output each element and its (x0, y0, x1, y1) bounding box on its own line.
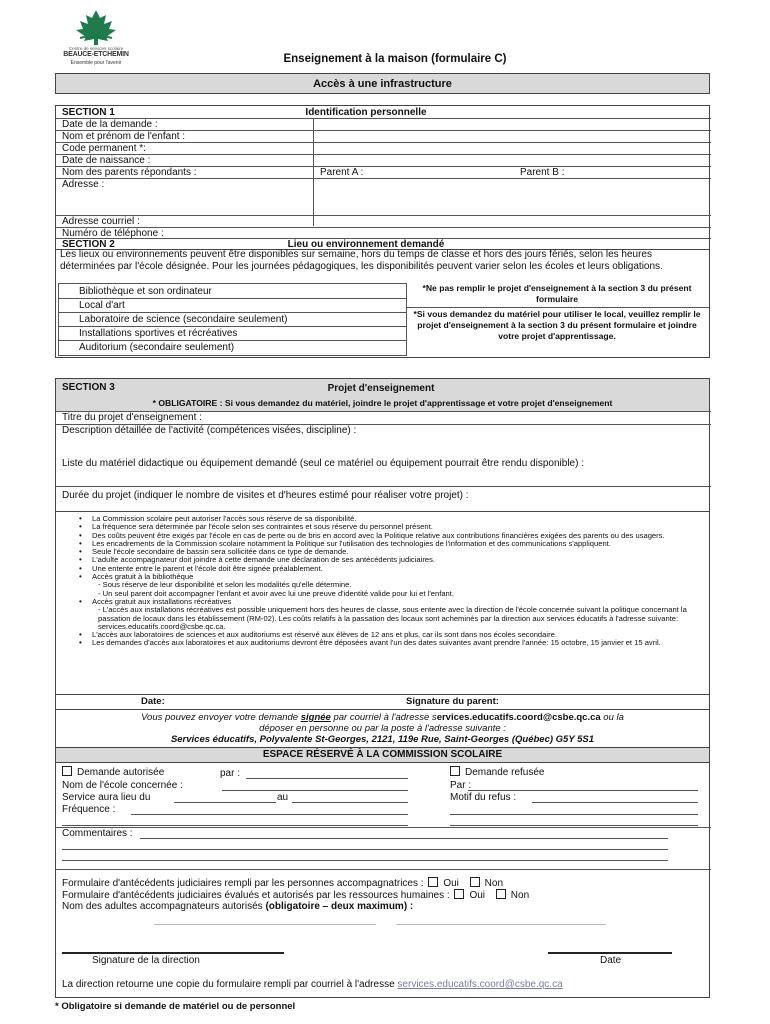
refused-checkbox[interactable] (450, 766, 460, 776)
rule-subitem: - Sous réserve de leur disponibilité et selon les modalités qu'elle détermine. (98, 580, 352, 590)
section3-label: SECTION 3 (62, 382, 115, 393)
section2-title: Lieu ou environnement demandé (287, 239, 445, 250)
judicial-hr-label: Formulaire d'antécédents judiciaires évalués et autorisés par les ressources humaines : (62, 890, 450, 901)
field-child-name: Nom et prénom de l'enfant : (62, 131, 186, 142)
adults-label-b: (obligatoire – deux maximum) : (265, 901, 414, 912)
judicial-hr-no-checkbox[interactable] (496, 889, 506, 899)
rule-item (92, 639, 717, 647)
rule-item (92, 573, 717, 598)
comments-label: Commentaires : (62, 828, 133, 839)
rule-text: Accès gratuit aux installations récréatives (92, 596, 232, 606)
adults-label-a: Nom des adultes accompagnateurs autorisés (62, 901, 266, 912)
rule-text: Seule l'école secondaire de bassin sera sollicitée dans ce type de demande. (92, 547, 349, 557)
by-label: par : (220, 768, 241, 779)
rule-subitem: - Un seul parent doit accompagner l'enfant et avoir avec lui une preuve d'identité valide pour lui et l'enfant. (98, 588, 454, 598)
direction-signature-line[interactable] (62, 952, 284, 954)
section3-material: Liste du matériel didactique ou équipement demandé (seul ce matériel ou équipement pourrait être rendu disponible) : (62, 458, 584, 469)
field-parent-a: Parent A : (320, 167, 364, 178)
send-text-b: par courriel à l'adresse s (330, 712, 437, 723)
page-title: Enseignement à la maison (formulaire C) (283, 53, 507, 65)
direction-date-label: Date (600, 955, 622, 966)
field-address: Adresse : (62, 179, 105, 190)
section3-title: Projet d'enseignement (327, 383, 435, 394)
judicial-hr-yes-checkbox[interactable] (454, 889, 464, 899)
field-email: Adresse courriel : (62, 216, 140, 227)
section1 (55, 105, 710, 250)
rule-text: L'adulte accompagnateur doit joindre à cette demande une déclaration de ses antécédents judiciaires. (92, 555, 435, 565)
section3-mandatory: * OBLIGATOIRE : Si vous demandez du matériel, joindre le projet d'apprentissage et votre projet d'enseignement (152, 398, 613, 408)
return-text: La direction retourne une copie du formulaire rempli par courriel à l'adresse (62, 979, 398, 990)
refused-by-line[interactable] (468, 790, 698, 791)
field-parent-b: Parent B : (520, 167, 565, 178)
field-phone: Numéro de téléphone : (62, 228, 164, 239)
judicial-accomp-label: Formulaire d'antécédents judiciaires rempli par les personnes accompagnatrices : (62, 878, 424, 889)
footnote: * Obligatoire si demande de matériel ou de personnel (55, 1001, 296, 1012)
refused-row (450, 766, 545, 779)
return-email-link[interactable]: services.educatifs.coord@csbe.qc.ca (397, 979, 563, 990)
signature-row (55, 695, 710, 710)
subtitle-bar (55, 73, 710, 94)
judicial-accomp-no-checkbox[interactable] (470, 877, 480, 887)
adult-name-line2[interactable] (396, 924, 606, 925)
option-library[interactable]: Bibliothèque et son ordinateur (79, 286, 212, 297)
refused-by-label: Par : (450, 780, 472, 791)
by-line[interactable] (246, 778, 408, 779)
service-from-line[interactable] (174, 802, 276, 803)
subtitle: Accès à une infrastructure (313, 78, 452, 90)
option-art-room[interactable]: Local d'art (79, 300, 125, 311)
rule-subitem: - L'accès aux installations récréatives est possible uniquement hors des heures de classe, sous entente avec la direction de l'école concernée suivant la politique concernant la passation de locaux dans les établissement (RM-02). Les coûts relatifs à la passation des locaux sont acheminés par la direction aux services éducatifs à l'adresse suivante: services.educatifs.coord@csbe.qc.ca. (98, 605, 687, 631)
section2-label: SECTION 2 (62, 239, 115, 250)
send-text-a: Vous pouvez envoyer votre demande (141, 712, 301, 723)
section1-label: SECTION 1 (62, 107, 115, 118)
school-label: Nom de l'école concernée : (62, 780, 183, 791)
rules-list (76, 515, 717, 648)
send-line3: Services éducatifs, Polyvalente St-Georges, 2121, 119e Rue, Saint-Georges (Québec) G5Y 5S1 (170, 734, 595, 745)
logo-org-line1: Centre de services scolaire (68, 46, 124, 51)
section2 (55, 250, 710, 358)
field-request-date: Date de la demande : (62, 119, 158, 130)
option-science-lab[interactable]: Laboratoire de science (secondaire seulement) (79, 314, 288, 325)
section3-description: Description détaillée de l'activité (compétences visées, discipline) : (62, 425, 357, 436)
field-permanent-code: Code permanent *: (62, 143, 146, 154)
parent-signature-label: Signature du parent: (406, 696, 499, 707)
rule-text: Des coûts peuvent être exigés par l'école en cas de perte ou de bris en accord avec la Politique relative aux contributions financières exigées des parents ou des usagers. (92, 530, 665, 540)
section2-note1: *Ne pas remplir le projet d'enseignement à la section 3 du présent formulaire (422, 283, 692, 304)
signature-date-label: Date: (141, 696, 165, 707)
judicial-accomp-yes-checkbox[interactable] (428, 877, 438, 887)
rule-text: Une entente entre le parent et l'école doit être signée préalablement. (92, 563, 323, 573)
direction-signature-label: Signature de la direction (92, 955, 200, 966)
option-auditorium[interactable]: Auditorium (secondaire seulement) (79, 342, 235, 353)
section3-project-title: Titre du projet d'enseignement : (62, 412, 202, 423)
send-box (55, 710, 710, 748)
send-text-c: ou la (600, 712, 624, 723)
field-birth-date: Date de naissance : (62, 155, 151, 166)
rule-item (92, 598, 717, 631)
section1-title: Identification personnelle (305, 107, 427, 118)
option-sports[interactable]: Installations sportives et récréatives (79, 328, 238, 339)
reserved-title: ESPACE RÉSERVÉ À LA COMMISSION SCOLAIRE (262, 749, 503, 760)
field-parents: Nom des parents répondants : (62, 167, 197, 178)
judicial-hr-yes: Oui (469, 890, 485, 901)
authorized-row (62, 766, 164, 779)
adult-name-line1[interactable] (154, 924, 376, 925)
authorized-checkbox[interactable] (62, 766, 72, 776)
reserved-box (55, 748, 710, 998)
rule-text: La Commission scolaire peut autoriser l'accès sous réserve de sa disponibilité. (92, 514, 357, 523)
comments-line1[interactable] (140, 838, 668, 839)
send-email[interactable]: ervices.educatifs.coord@csbe.qc.ca (436, 712, 601, 723)
rule-text: Les demandes d'accès aux laboratoires et aux auditoriums devront être déposées avant l'un des dates suivantes avant prendre l'année: 15 octobre, 15 janvier et 15 avril. (92, 638, 661, 648)
options-box (58, 283, 407, 356)
section3 (55, 378, 710, 512)
direction-date-line[interactable] (548, 952, 672, 954)
section2-note2: *Si vous demandez du matériel pour utiliser le local, veuillez remplir le projet d'enseignement à la section 3 du présent formulaire et joindre votre projet d'apprentissage. (413, 309, 701, 341)
comments-line2[interactable] (62, 849, 668, 850)
rule-text: La fréquence sera déterminée par l'école selon ses contraintes et sous réserve du personnel présent. (92, 522, 433, 532)
logo (54, 8, 138, 66)
refused-label: Demande refusée (465, 767, 545, 778)
send-line2: déposer en personne ou par la poste à l'adresse suivante : (259, 723, 506, 734)
frequency-line[interactable] (131, 814, 408, 815)
section3-duration: Durée du projet (indiquer le nombre de visites et d'heures estimé pour réaliser votre projet) : (62, 490, 469, 501)
return-line (62, 979, 563, 991)
judicial-accomp-no: Non (484, 878, 504, 889)
logo-org-line2: BEAUCE-ETCHEMIN (63, 51, 129, 58)
service-to-label: au (277, 792, 289, 803)
judicial-hr-no: Non (510, 890, 530, 901)
send-line1 (56, 712, 709, 724)
comments-line3[interactable] (62, 860, 668, 861)
service-to-line[interactable] (292, 802, 408, 803)
logo-org-line3: Ensemble pour l'avenir (70, 60, 122, 66)
adults-label (62, 901, 413, 913)
reason-label: Motif du refus : (450, 792, 517, 803)
rule-text: L'accès aux laboratoires de sciences et aux auditoriums est réservé aux élèves de 12 ans et plus, car ils sont dans nos écoles secondaire. (92, 630, 557, 640)
maple-leaf-icon (54, 8, 138, 46)
rule-text: Les encadrements de la Commission scolaire notamment la Politique sur l'utilisation des technologies de l'information et des communications s'appliquent. (92, 538, 611, 548)
reason-line[interactable] (532, 802, 698, 803)
rules-box (55, 512, 710, 695)
school-line[interactable] (222, 790, 408, 791)
rule-text: Accès gratuit à la bibliothèque (92, 572, 194, 582)
section2-intro: Les lieux ou environnements peuvent être disponibles sur semaine, hors du temps de classe et hors des jours fériés, selon les heures déterminées par l'école désignée. Pour les journées pédagogiques, les disponibilités peuvent varier selon les écoles et leurs obligations. (60, 249, 663, 272)
authorized-label: Demande autorisée (77, 767, 165, 778)
frequency-label: Fréquence : (62, 804, 116, 815)
send-signed: signée (300, 712, 331, 723)
service-label: Service aura lieu du (62, 792, 151, 803)
judicial-accomp-yes: Oui (443, 878, 459, 889)
